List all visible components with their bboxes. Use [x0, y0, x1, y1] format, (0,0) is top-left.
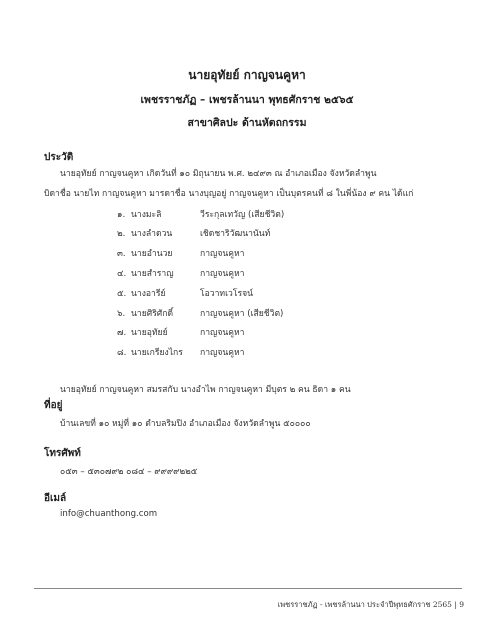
sibling-name: นางอารีย์ — [131, 289, 166, 299]
page-footer: เพชรราชภัฏ - เพชรล้านนา ประจำปีพุทธศักราช 2565 | 9 — [277, 600, 464, 609]
sibling-surname: โอวาทเวโรจน์ — [200, 289, 253, 299]
sibling-number: ๒. — [117, 229, 126, 239]
sibling-name: นายสำราญ — [131, 269, 174, 279]
address-text: บ้านเลขที่ ๑๐ หมู่ที่ ๑๐ ตำบลริมปิง อำเภอเมือง จังหวัดลำพูน ๕๐๐๐๐ — [60, 419, 311, 429]
sibling-name: นางมะลิ — [131, 210, 162, 220]
sibling-name: นายอุทัยย์ — [131, 328, 168, 338]
footer-divider — [34, 588, 462, 589]
address-heading: ที่อยู่ — [44, 400, 63, 411]
sibling-number: ๘. — [117, 348, 127, 358]
sibling-number: ๖. — [117, 309, 126, 319]
biography-line-1: นายอุทัยย์ กาญจนคูหา เกิดวันที่ ๑๐ มิถุนายน พ.ศ. ๒๔๙๓ ณ อำเภอเมือง จังหวัดลำพูน — [60, 169, 377, 179]
sibling-surname: กาญจนคูหา — [200, 269, 245, 279]
sibling-name: นายเกรียงไกร — [131, 348, 183, 358]
sibling-number: ๑. — [117, 210, 126, 220]
sibling-number: ๓. — [117, 249, 126, 259]
biography-line-2: บิดาชื่อ นายไท กาญจนคูหา มารดาชื่อ นางบุญอยู่ กาญจนคูหา เป็นบุตรคนที่ ๘ ในพี่น้อง ๙ คน ได้แก่ — [44, 189, 414, 199]
sibling-surname: วีระกุลเทวัญ (เสียชีวิต) — [200, 210, 285, 220]
sibling-surname: กาญจนคูหา (เสียชีวิต) — [200, 309, 284, 319]
field-title: สาขาศิลปะ ด้านหัตถกรรม — [187, 117, 307, 129]
sibling-name: นางลำดวน — [131, 229, 173, 239]
sibling-number: ๕. — [117, 289, 127, 299]
email-link[interactable]: info@chuanthong.com — [60, 509, 158, 519]
person-name-title: นายอุทัยย์ กาญจนคูหา — [188, 68, 306, 82]
sibling-surname: กาญจนคูหา — [200, 328, 245, 338]
marriage-text: นายอุทัยย์ กาญจนคูหา สมรสกับ นางอำไพ กาญจนคูหา มีบุตร ๒ คน ธิดา ๑ คน — [60, 385, 351, 395]
sibling-surname: กาญจนคูหา — [200, 249, 245, 259]
sibling-name: นายศิริศักดิ์ — [131, 309, 174, 319]
phone-heading: โทรศัพท์ — [44, 448, 81, 459]
sibling-surname: เชิดชาริวัฒนานันท์ — [200, 229, 271, 239]
sibling-surname: กาญจนคูหา — [200, 348, 245, 358]
sibling-number: ๔. — [117, 269, 127, 279]
sibling-number: ๗. — [117, 328, 127, 338]
phone-text: ๐๕๓ – ๕๓๐๗๙๒ ๐๘๔ – ๙๙๙๙๒๒๕ — [60, 467, 198, 477]
award-title: เพชรราชภัฏ – เพชรล้านนา พุทธศักราช ๒๕๖๕ — [140, 94, 354, 106]
biography-heading: ประวัติ — [44, 152, 74, 163]
sibling-name: นายอำนวย — [131, 249, 173, 259]
email-heading: อีเมล์ — [44, 493, 67, 504]
